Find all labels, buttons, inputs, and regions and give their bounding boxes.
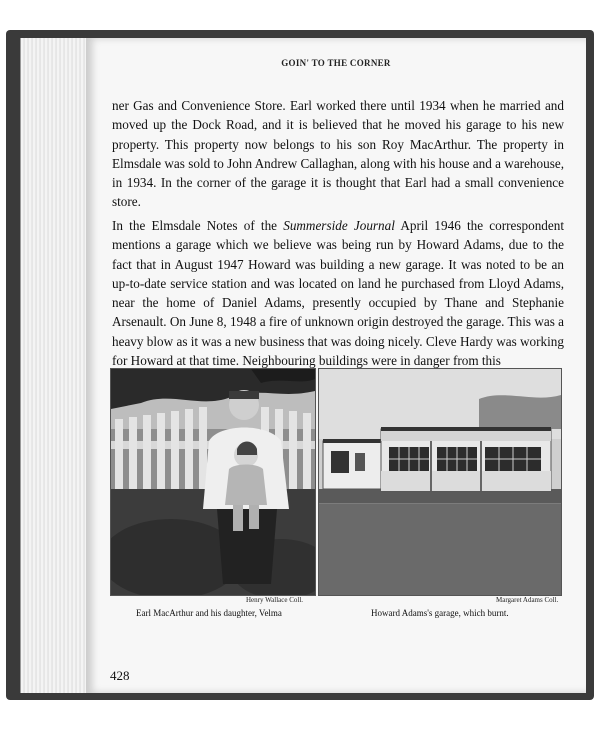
paragraph-2 — [112, 216, 564, 370]
running-head: GOIN' TO THE CORNER — [281, 58, 391, 68]
page-number: 428 — [110, 668, 130, 683]
photo-caption-right: Howard Adams's garage, which burnt. — [371, 608, 509, 618]
photo-credit-left: Henry Wallace Coll. — [246, 596, 304, 604]
paragraph-1: ner Gas and Convenience Store. Earl worked there until 1934 when he married and moved up the Dock Road, and it is believed that he moved his garage to his new property. This property now belongs to his son Roy MacArthur. The property in Elmsdale was sold to John Andrew Callaghan, along with his house and a warehouse, in 1934. In the corner of the garage it is thought that Earl had a small convenience store. — [112, 98, 564, 210]
paragraph-2-start: In the Elmsdale Notes of the — [112, 218, 284, 233]
photo-credit-right: Margaret Adams Coll. — [496, 596, 559, 604]
newspaper-title: Summerside Journal — [283, 218, 395, 233]
paragraph-2-rest: April 1946 the correspondent mentions a garage which we believe was being run by Howard Adams, due to the fact that in August 1947 Howard was building a new garage. It was noted to be an up-to-date service station and was located on land he purchased from Lloyd Adams, near the home of Daniel Adams, presently occupied by Thane and Stephanie Arsenault. On June 8, 1948 a fire of unknown origin destroyed the garage. This was a heavy blow as it was a new business that was doing nicely. Cleve Hardy was working for Howard at that time. Neighbouring buildings were in danger from this — [112, 218, 564, 369]
photo-man-and-daughter — [110, 368, 316, 596]
book-page — [86, 38, 586, 693]
photo-garage — [318, 368, 562, 596]
page-edges — [20, 38, 91, 693]
photo-caption-left: Earl MacArthur and his daughter, Velma — [136, 608, 282, 618]
